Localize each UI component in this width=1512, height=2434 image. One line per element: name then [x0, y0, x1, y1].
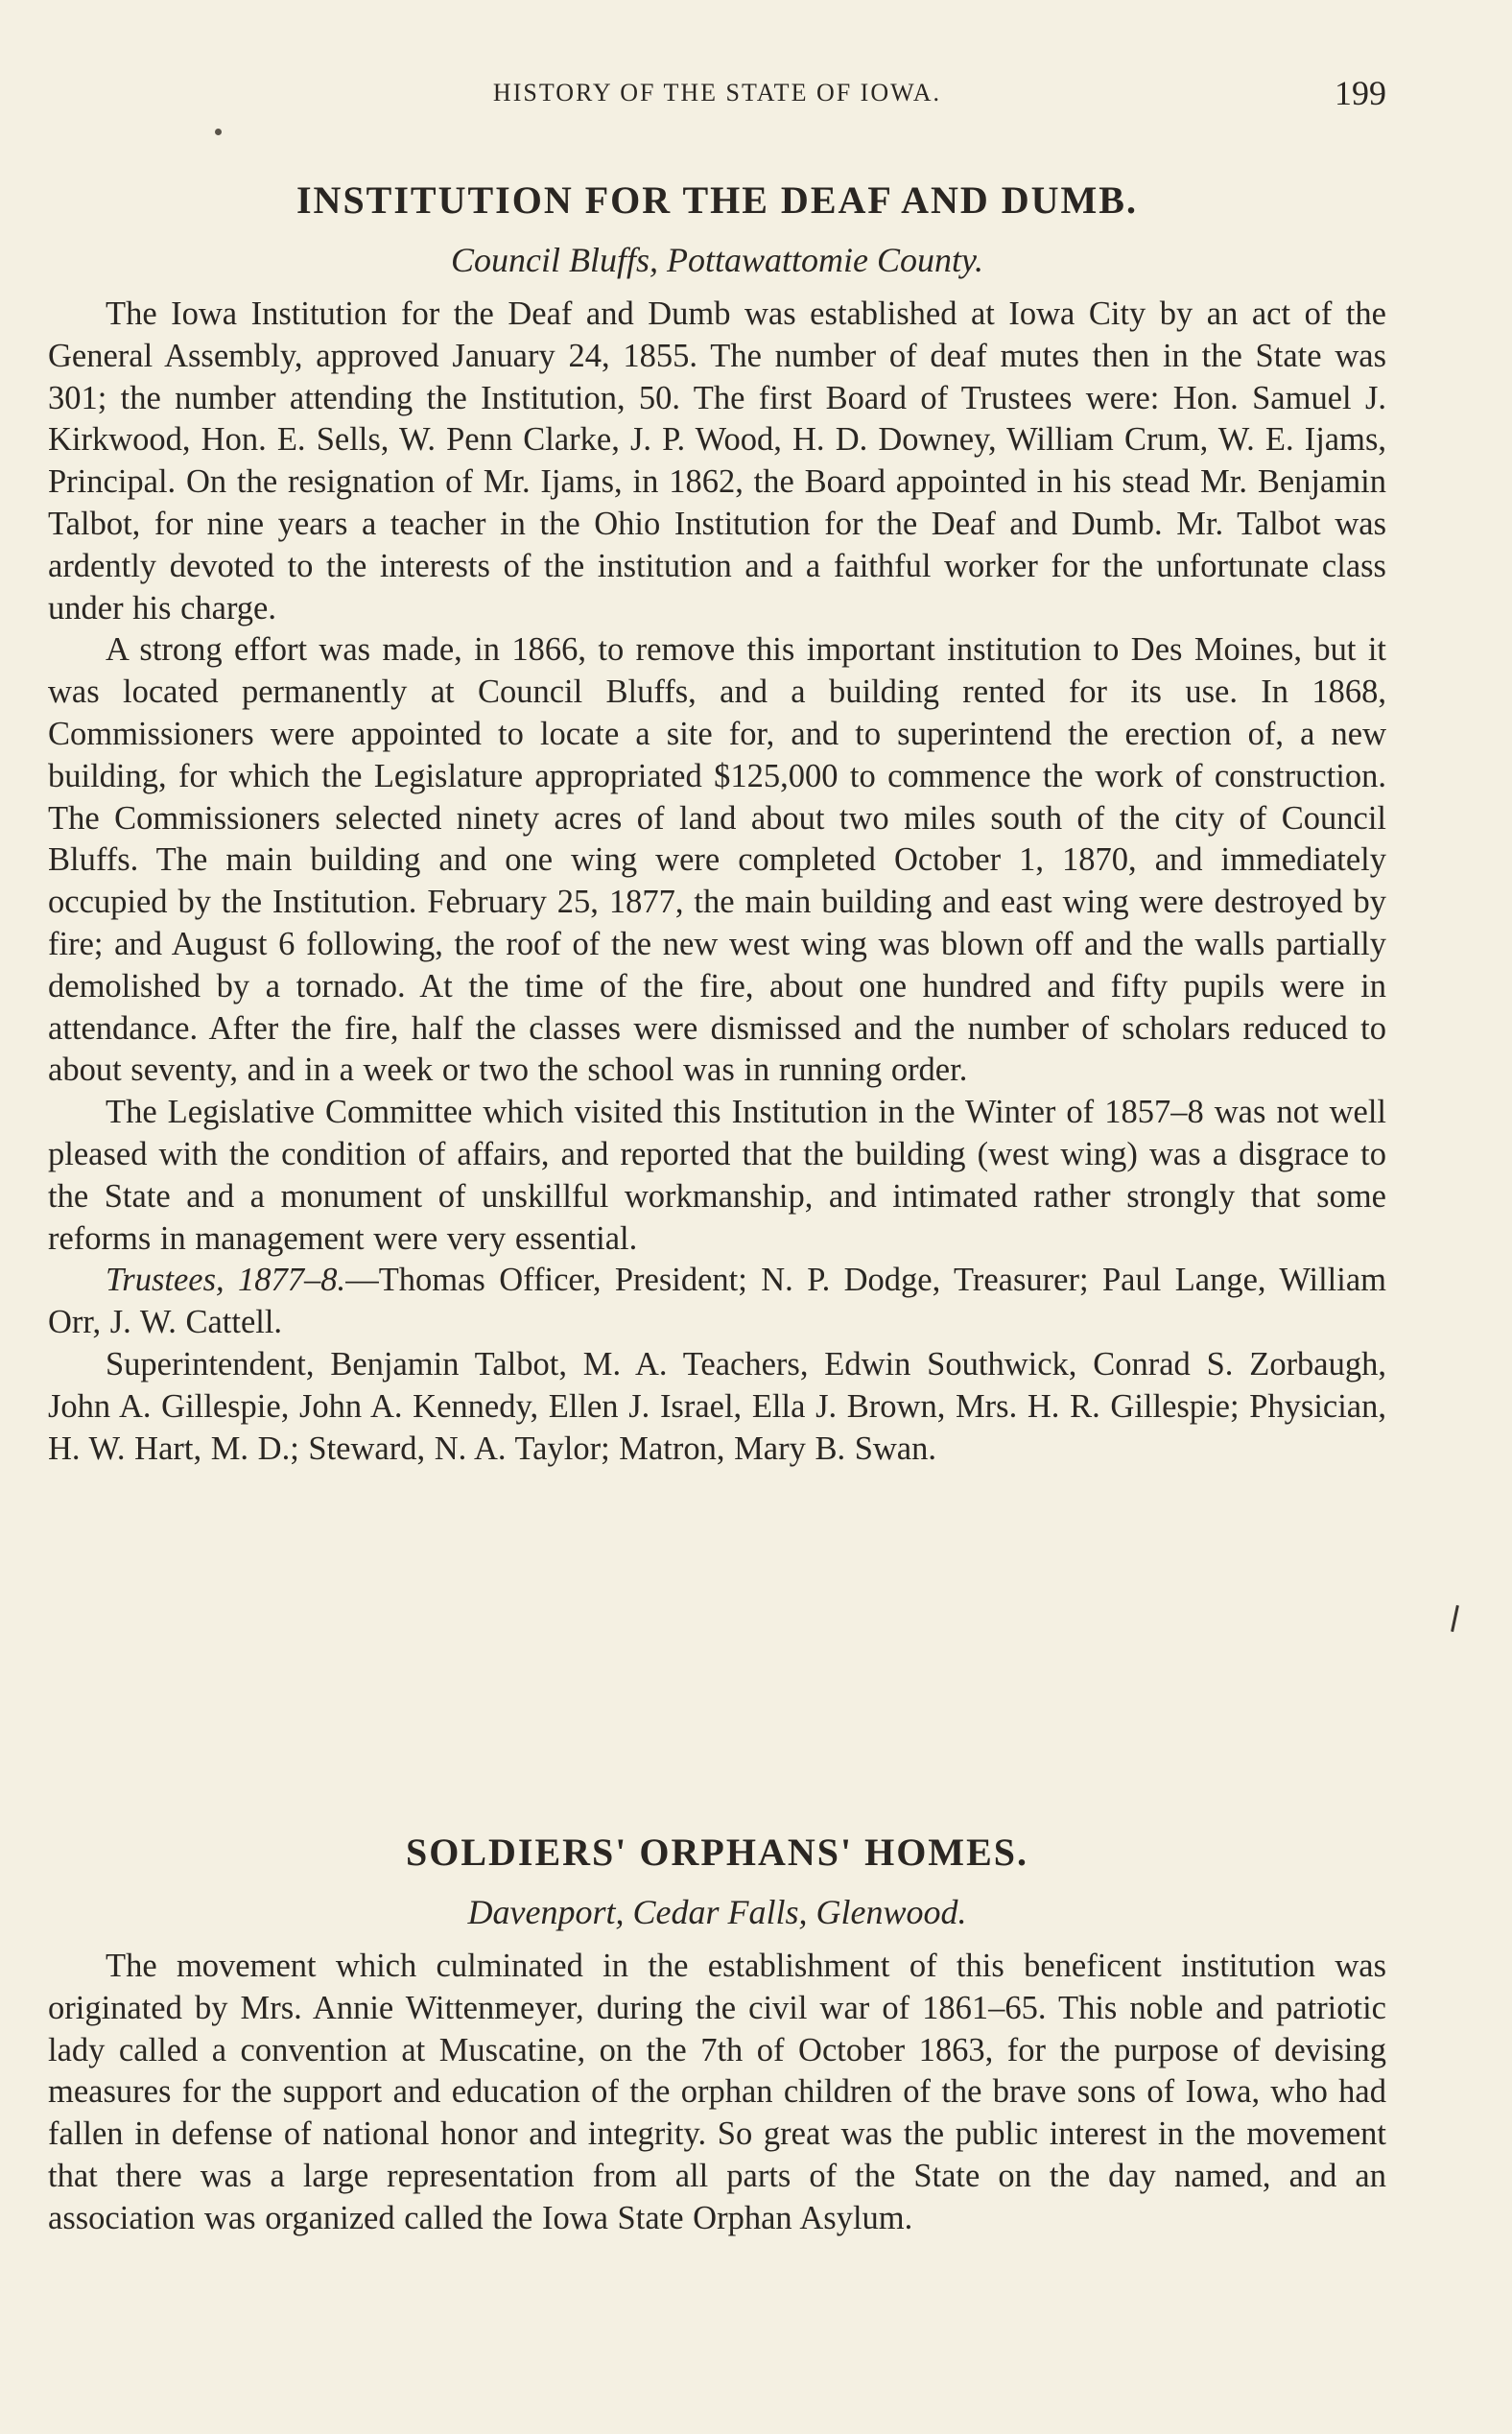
trustees-paragraph [48, 1260, 1386, 1344]
page-number: 199 [1335, 74, 1386, 112]
margin-mark [1451, 1605, 1459, 1632]
ink-speck [215, 129, 222, 135]
paragraph: The Iowa Institution for the Deaf and Dumb was established at Iowa City by an act of the General Assembly, approved January 24, 1855. The number of deaf mutes then in the State was 301; the number attending the Institution, 50. The first Board of Trustees were: Hon. Samuel J. Kirkwood, Hon. E. Sells, W. Penn Clarke, J. P. Wood, H. D. Downey, William Crum, W. E. Ijams, Principal. On the resignation of Mr. Ijams, in 1862, the Board appointed in his stead Mr. Benjamin Talbot, for nine years a teacher in the Ohio Institution for the Deaf and Dumb. Mr. Talbot was ardently devoted to the interests of the institution and a faithful worker for the unfortunate class under his charge. [48, 295, 1386, 626]
paragraph: The movement which culminated in the establishment of this beneficent institution was originated by Mrs. Annie Wittenmeyer, during the civil war of 1861–65. This noble and patriotic lady called a convention at Muscatine, on the 7th of October 1863, for the purpose of devising measures for the support and education of the orphan children of the brave sons of Iowa, who had fallen in defense of national honor and integrity. So great was the public interest in the movement that there was a large representation from all parts of the State on the day named, and an association was organized called the Iowa State Orphan Asylum. [48, 1948, 1386, 2236]
running-title: HISTORY OF THE STATE OF IOWA. [492, 79, 942, 106]
section-subtitle: Council Bluffs, Pottawattomie County. [451, 241, 983, 279]
section-deaf-dumb-institution [48, 177, 1386, 1470]
section-subtitle: Davenport, Cedar Falls, Glenwood. [467, 1893, 967, 1931]
section-title: INSTITUTION FOR THE DEAF AND DUMB. [295, 178, 1138, 222]
trustees-label: Trustees, 1877–8. [106, 1262, 346, 1299]
paragraph: A strong effort was made, in 1866, to remove this important institution to Des Moines, but it was located permanently at Council Bluffs, and a building rented for its use. In 1868, Commissioners were appointed to locate a site for, and to superintend the erection of, a new building, for which the Legislature appropriated $125,000 to commence the work of construction. The Commissioners selected ninety acres of land about two miles south of the city of Council Bluffs. The main building and one wing were completed October 1, 1870, and immediately occupied by the Institution. February 25, 1877, the main building and east wing were destroyed by fire; and August 6 following, the roof of the new west wing was blown off and the walls partially demolished by a tornado. At the time of the fire, about one hundred and fifty pupils were in attendance. After the fire, half the classes were dismissed and the number of scholars reduced to about seventy, and in a week or two the school was in running order. [48, 631, 1386, 1089]
section-soldiers-orphans-homes [48, 1830, 1386, 2240]
running-head [48, 73, 1386, 111]
section-title: SOLDIERS' ORPHANS' HOMES. [405, 1831, 1028, 1874]
staff-paragraph: Superintendent, Benjamin Talbot, M. A. Teachers, Edwin Southwick, Conrad S. Zorbaugh, John A. Gillespie, John A. Kennedy, Ellen J. Israel, Ella J. Brown, Mrs. H. R. Gillespie; Physician, H. W. Hart, M. D.; Steward, N. A. Taylor; Matron, Mary B. Swan. [48, 1345, 1386, 1467]
trustees-text: —Thomas Officer, President; N. P. Dodge, Treasurer; Paul Lange, William Orr, J. W. Cattell. [48, 1262, 1386, 1341]
paragraph: The Legislative Committee which visited this Institution in the Winter of 1857–8 was not well pleased with the condition of affairs, and reported that the building (west wing) was a disgrace to the State and a monument of unskillful workmanship, and intimated rather strongly that some reforms in management were very essential. [48, 1094, 1386, 1257]
